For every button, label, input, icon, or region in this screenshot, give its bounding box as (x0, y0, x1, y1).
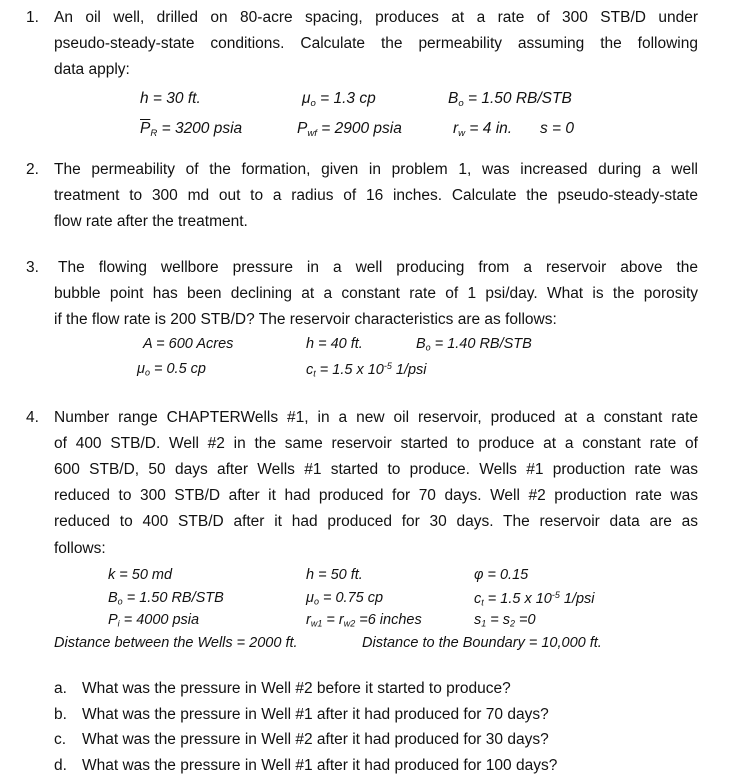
problem-number: 2. (26, 161, 39, 178)
question-text: What was the pressure in Well #1 after it had produced for 70 days? (82, 706, 549, 723)
question-label: d. (54, 757, 67, 774)
data-h: h = 30 ft. (140, 90, 201, 107)
problem-text-line: if the flow rate is 200 STB/D? The reservoir characteristics are as follows: (54, 311, 557, 328)
data-bo: $B_o = 1.50$ RB/STB (108, 590, 224, 607)
problem-number: 3. (26, 259, 39, 276)
question-label: a. (54, 680, 67, 697)
problem-text-line: follows: (54, 540, 106, 557)
data-a: A = 600 Acres (143, 336, 234, 352)
data-bo: $B_o = 1.40$ RB/STB (416, 336, 532, 353)
data-rw: $r_{w1} = r_{w2} =6$ inches (306, 612, 422, 629)
data-ct: $c_t = 1.5$ x $10^{-5}$ 1/psi (474, 590, 595, 608)
data-mu-o: $\mu_o = 0.5$ cp (137, 361, 206, 378)
data-mu-o: $\mu_o = 0.75$ cp (306, 590, 384, 607)
problem-text-line: data apply: (54, 61, 130, 78)
data-ct: $c_t = 1.5$ x $10^{-5}$ 1/psi (306, 361, 427, 379)
problem-text-line: The permeability of the formation, given in problem 1, was increased during a well (54, 161, 698, 178)
problem-text-line: reduced to 400 STB/D after it had produced for 30 days. The reservoir data are as (54, 513, 698, 530)
data-s: s = 0 (540, 120, 575, 137)
problem-text-line: reduced to 300 STB/D after it had produced for 70 days. Well #2 production rate was (54, 487, 698, 504)
data-distance-wells: Distance between the Wells = 2000 ft. (54, 635, 298, 651)
problem-text-line: bubble point has been declining at a constant rate of 1 psi/day. What is the porosity (54, 285, 698, 302)
problem-text-line: flow rate after the treatment. (54, 213, 248, 230)
problem-text-line: 600 STB/D, 50 days after Wells #1 started to produce. Wells #1 production rate was (54, 461, 698, 478)
data-s: $s_1 = s_2 =0$ (474, 612, 536, 629)
problem-text-line: of 400 STB/D. Well #2 in the same reservoir started to produce at a constant rate of (54, 435, 698, 452)
data-bo: $B_o = 1.50$ RB/STB (448, 90, 572, 109)
question-label: b. (54, 706, 67, 723)
question-text: What was the pressure in Well #2 before it started to produce? (82, 680, 511, 697)
data-pi: $P_i = 4000$ psia (108, 612, 200, 629)
problem-text-line: treatment to 300 md out to a radius of 16 inches. Calculate the pseudo-steady-state (54, 187, 698, 204)
question-text: What was the pressure in Well #2 after it had produced for 30 days? (82, 731, 549, 748)
data-k: k = 50 md (108, 567, 173, 583)
data-pwf: $P_{wf} = 2900$ psia (297, 120, 402, 139)
problem-text-line: An oil well, drilled on 80-acre spacing, produces at a rate of 300 STB/D under (54, 9, 698, 26)
question-text: What was the pressure in Well #1 after it had produced for 100 days? (82, 757, 558, 774)
problem-number: 4. (26, 409, 39, 426)
question-label: c. (54, 731, 67, 748)
problem-number: 1. (26, 9, 39, 26)
problem-text-line: Number range CHAPTERWells #1, in a new oil reservoir, produced at a constant rate (54, 409, 698, 426)
data-mu-o: $\mu_o = 1.3$ cp (302, 90, 376, 109)
data-distance-boundary: Distance to the Boundary = 10,000 ft. (362, 635, 602, 651)
problem-text-line: pseudo-steady-state conditions. Calculate the permeability assuming the following (54, 35, 698, 52)
data-pr: $\overline{P}_R = 3200$ psia (140, 120, 243, 139)
problem-text-line: The flowing wellbore pressure in a well producing from a reservoir above the (58, 259, 698, 276)
data-rw: $r_w = 4$ in. (453, 120, 513, 139)
data-h: h = 50 ft. (306, 567, 363, 583)
data-h: h = 40 ft. (306, 336, 363, 352)
data-phi: φ = 0.15 (474, 567, 529, 583)
